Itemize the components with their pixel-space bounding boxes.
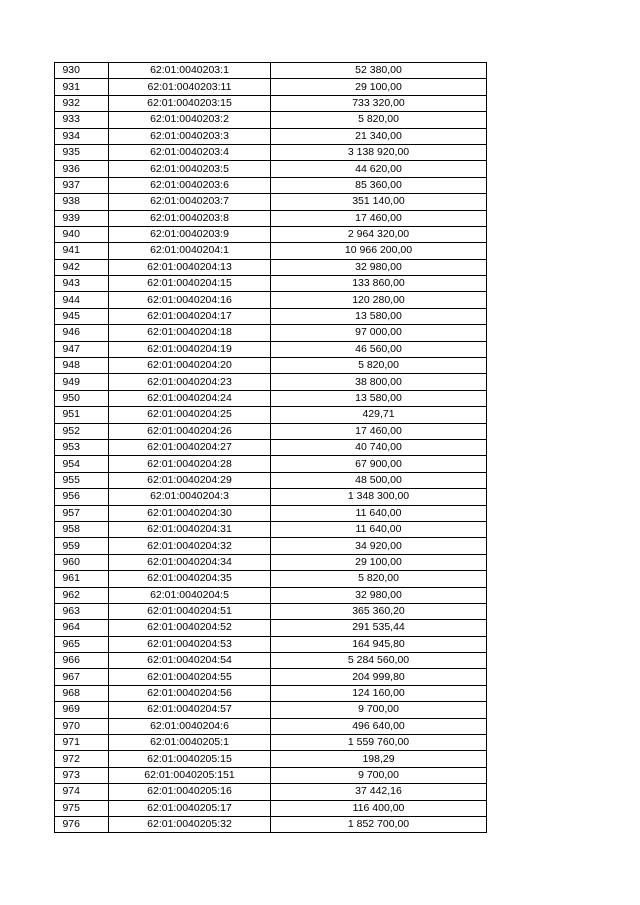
cadastral-value-cell: 429,71 xyxy=(271,407,487,423)
cadastral-value-cell: 17 460,00 xyxy=(271,210,487,226)
cadastral-value-cell: 9 700,00 xyxy=(271,767,487,783)
cadastral-number-cell: 62:01:0040204:30 xyxy=(109,505,271,521)
cadastral-number-cell: 62:01:0040204:24 xyxy=(109,390,271,406)
table-row xyxy=(55,259,487,275)
cadastral-value-cell: 11 640,00 xyxy=(271,521,487,537)
cadastral-value-cell: 5 820,00 xyxy=(271,358,487,374)
row-number-cell: 959 xyxy=(55,538,109,554)
cadastral-value-cell: 21 340,00 xyxy=(271,128,487,144)
row-number-cell: 961 xyxy=(55,571,109,587)
cadastral-value-cell: 67 900,00 xyxy=(271,456,487,472)
cadastral-number-cell: 62:01:0040204:20 xyxy=(109,358,271,374)
table-row xyxy=(55,603,487,619)
row-number-cell: 967 xyxy=(55,669,109,685)
table-row xyxy=(55,210,487,226)
cadastral-value-cell: 5 820,00 xyxy=(271,571,487,587)
cadastral-value-cell: 2 964 320,00 xyxy=(271,226,487,242)
row-number-cell: 963 xyxy=(55,603,109,619)
cadastral-value-cell: 97 000,00 xyxy=(271,325,487,341)
table-row xyxy=(55,538,487,554)
row-number-cell: 969 xyxy=(55,702,109,718)
cadastral-value-cell: 5 284 560,00 xyxy=(271,653,487,669)
cadastral-value-cell: 198,29 xyxy=(271,751,487,767)
cadastral-value-cell: 291 535,44 xyxy=(271,620,487,636)
table-row xyxy=(55,489,487,505)
cadastral-number-cell: 62:01:0040204:53 xyxy=(109,636,271,652)
row-number-cell: 933 xyxy=(55,112,109,128)
cadastral-number-cell: 62:01:0040203:11 xyxy=(109,79,271,95)
cadastral-number-cell: 62:01:0040204:56 xyxy=(109,685,271,701)
cadastral-number-cell: 62:01:0040204:34 xyxy=(109,554,271,570)
row-number-cell: 950 xyxy=(55,390,109,406)
table-row xyxy=(55,407,487,423)
row-number-cell: 943 xyxy=(55,276,109,292)
table-row xyxy=(55,358,487,374)
table-row xyxy=(55,226,487,242)
table-row xyxy=(55,177,487,193)
table-row xyxy=(55,472,487,488)
cadastral-number-cell: 62:01:0040203:2 xyxy=(109,112,271,128)
row-number-cell: 940 xyxy=(55,226,109,242)
cadastral-number-cell: 62:01:0040204:26 xyxy=(109,423,271,439)
table-row xyxy=(55,571,487,587)
row-number-cell: 973 xyxy=(55,767,109,783)
table-row xyxy=(55,767,487,783)
cadastral-number-cell: 62:01:0040204:5 xyxy=(109,587,271,603)
cadastral-value-cell: 29 100,00 xyxy=(271,554,487,570)
row-number-cell: 948 xyxy=(55,358,109,374)
cadastral-value-cell: 365 360,20 xyxy=(271,603,487,619)
row-number-cell: 938 xyxy=(55,194,109,210)
table-body xyxy=(55,63,487,833)
row-number-cell: 932 xyxy=(55,95,109,111)
row-number-cell: 944 xyxy=(55,292,109,308)
table-row xyxy=(55,620,487,636)
cadastral-value-cell: 32 980,00 xyxy=(271,259,487,275)
cadastral-value-cell: 120 280,00 xyxy=(271,292,487,308)
table-row xyxy=(55,505,487,521)
row-number-cell: 934 xyxy=(55,128,109,144)
row-number-cell: 931 xyxy=(55,79,109,95)
table-row xyxy=(55,292,487,308)
cadastral-number-cell: 62:01:0040203:5 xyxy=(109,161,271,177)
row-number-cell: 964 xyxy=(55,620,109,636)
cadastral-value-cell: 496 640,00 xyxy=(271,718,487,734)
table-row xyxy=(55,128,487,144)
cadastral-number-cell: 62:01:0040204:54 xyxy=(109,653,271,669)
cadastral-number-cell: 62:01:0040204:31 xyxy=(109,521,271,537)
row-number-cell: 975 xyxy=(55,800,109,816)
row-number-cell: 942 xyxy=(55,259,109,275)
cadastral-value-cell: 17 460,00 xyxy=(271,423,487,439)
table-row xyxy=(55,308,487,324)
table-row xyxy=(55,521,487,537)
row-number-cell: 954 xyxy=(55,456,109,472)
cadastral-number-cell: 62:01:0040205:15 xyxy=(109,751,271,767)
cadastral-value-cell: 124 160,00 xyxy=(271,685,487,701)
cadastral-number-cell: 62:01:0040204:3 xyxy=(109,489,271,505)
cadastral-number-cell: 62:01:0040204:25 xyxy=(109,407,271,423)
document-sheet xyxy=(54,62,486,833)
table-row xyxy=(55,800,487,816)
table-row xyxy=(55,587,487,603)
cadastral-number-cell: 62:01:0040204:35 xyxy=(109,571,271,587)
table-row xyxy=(55,784,487,800)
table-row xyxy=(55,669,487,685)
table-row xyxy=(55,79,487,95)
cadastral-value-cell: 40 740,00 xyxy=(271,439,487,455)
cadastral-number-cell: 62:01:0040203:8 xyxy=(109,210,271,226)
cadastral-value-cell: 3 138 920,00 xyxy=(271,144,487,160)
cadastral-number-cell: 62:01:0040203:3 xyxy=(109,128,271,144)
cadastral-value-cell: 10 966 200,00 xyxy=(271,243,487,259)
cadastral-number-cell: 62:01:0040204:16 xyxy=(109,292,271,308)
row-number-cell: 937 xyxy=(55,177,109,193)
cadastral-value-cell: 52 380,00 xyxy=(271,63,487,79)
cadastral-number-cell: 62:01:0040204:23 xyxy=(109,374,271,390)
table-row xyxy=(55,685,487,701)
table-row xyxy=(55,194,487,210)
cadastral-number-cell: 62:01:0040204:51 xyxy=(109,603,271,619)
cadastral-value-cell: 13 580,00 xyxy=(271,390,487,406)
cadastral-value-cell: 1 348 300,00 xyxy=(271,489,487,505)
cadastral-value-cell: 351 140,00 xyxy=(271,194,487,210)
cadastral-value-cell: 164 945,80 xyxy=(271,636,487,652)
cadastral-value-cell: 38 800,00 xyxy=(271,374,487,390)
cadastral-number-cell: 62:01:0040205:16 xyxy=(109,784,271,800)
cadastral-value-cell: 44 620,00 xyxy=(271,161,487,177)
cadastral-value-cell: 1 559 760,00 xyxy=(271,735,487,751)
table-row xyxy=(55,456,487,472)
cadastral-number-cell: 62:01:0040203:15 xyxy=(109,95,271,111)
cadastral-number-cell: 62:01:0040205:151 xyxy=(109,767,271,783)
cadastral-value-cell: 733 320,00 xyxy=(271,95,487,111)
row-number-cell: 955 xyxy=(55,472,109,488)
cadastral-value-cell: 34 920,00 xyxy=(271,538,487,554)
cadastral-value-cell: 204 999,80 xyxy=(271,669,487,685)
cadastral-number-cell: 62:01:0040204:57 xyxy=(109,702,271,718)
table-row xyxy=(55,341,487,357)
cadastral-number-cell: 62:01:0040204:55 xyxy=(109,669,271,685)
cadastral-value-cell: 11 640,00 xyxy=(271,505,487,521)
cadastral-value-cell: 37 442,16 xyxy=(271,784,487,800)
table-row xyxy=(55,718,487,734)
cadastral-number-cell: 62:01:0040204:13 xyxy=(109,259,271,275)
cadastral-number-cell: 62:01:0040204:19 xyxy=(109,341,271,357)
cadastral-number-cell: 62:01:0040204:32 xyxy=(109,538,271,554)
table-row xyxy=(55,390,487,406)
table-row xyxy=(55,144,487,160)
row-number-cell: 976 xyxy=(55,816,109,832)
cadastral-number-cell: 62:01:0040204:6 xyxy=(109,718,271,734)
row-number-cell: 960 xyxy=(55,554,109,570)
row-number-cell: 970 xyxy=(55,718,109,734)
cadastral-number-cell: 62:01:0040203:7 xyxy=(109,194,271,210)
table-row xyxy=(55,95,487,111)
row-number-cell: 936 xyxy=(55,161,109,177)
table-row xyxy=(55,439,487,455)
table-row xyxy=(55,636,487,652)
cadastral-value-cell: 9 700,00 xyxy=(271,702,487,718)
row-number-cell: 956 xyxy=(55,489,109,505)
row-number-cell: 957 xyxy=(55,505,109,521)
cadastral-number-cell: 62:01:0040203:6 xyxy=(109,177,271,193)
table-row xyxy=(55,702,487,718)
row-number-cell: 962 xyxy=(55,587,109,603)
row-number-cell: 939 xyxy=(55,210,109,226)
table-row xyxy=(55,276,487,292)
row-number-cell: 965 xyxy=(55,636,109,652)
cadastral-number-cell: 62:01:0040203:9 xyxy=(109,226,271,242)
row-number-cell: 941 xyxy=(55,243,109,259)
row-number-cell: 974 xyxy=(55,784,109,800)
cadastral-value-cell: 29 100,00 xyxy=(271,79,487,95)
cadastral-value-cell: 13 580,00 xyxy=(271,308,487,324)
row-number-cell: 952 xyxy=(55,423,109,439)
cadastral-value-table xyxy=(54,62,487,833)
table-row xyxy=(55,112,487,128)
row-number-cell: 947 xyxy=(55,341,109,357)
row-number-cell: 949 xyxy=(55,374,109,390)
row-number-cell: 945 xyxy=(55,308,109,324)
row-number-cell: 953 xyxy=(55,439,109,455)
cadastral-value-cell: 48 500,00 xyxy=(271,472,487,488)
row-number-cell: 971 xyxy=(55,735,109,751)
cadastral-number-cell: 62:01:0040204:52 xyxy=(109,620,271,636)
cadastral-number-cell: 62:01:0040205:32 xyxy=(109,816,271,832)
row-number-cell: 946 xyxy=(55,325,109,341)
cadastral-value-cell: 5 820,00 xyxy=(271,112,487,128)
cadastral-number-cell: 62:01:0040204:17 xyxy=(109,308,271,324)
cadastral-value-cell: 133 860,00 xyxy=(271,276,487,292)
row-number-cell: 930 xyxy=(55,63,109,79)
table-row xyxy=(55,161,487,177)
cadastral-number-cell: 62:01:0040204:27 xyxy=(109,439,271,455)
table-row xyxy=(55,325,487,341)
table-row xyxy=(55,816,487,832)
row-number-cell: 966 xyxy=(55,653,109,669)
cadastral-value-cell: 1 852 700,00 xyxy=(271,816,487,832)
row-number-cell: 972 xyxy=(55,751,109,767)
table-row xyxy=(55,653,487,669)
cadastral-number-cell: 62:01:0040205:17 xyxy=(109,800,271,816)
cadastral-number-cell: 62:01:0040204:29 xyxy=(109,472,271,488)
cadastral-value-cell: 46 560,00 xyxy=(271,341,487,357)
row-number-cell: 958 xyxy=(55,521,109,537)
cadastral-value-cell: 32 980,00 xyxy=(271,587,487,603)
table-row xyxy=(55,423,487,439)
cadastral-number-cell: 62:01:0040204:28 xyxy=(109,456,271,472)
table-row xyxy=(55,554,487,570)
table-row xyxy=(55,735,487,751)
row-number-cell: 968 xyxy=(55,685,109,701)
table-row xyxy=(55,751,487,767)
table-row xyxy=(55,374,487,390)
table-row xyxy=(55,243,487,259)
cadastral-value-cell: 116 400,00 xyxy=(271,800,487,816)
table-row xyxy=(55,63,487,79)
cadastral-number-cell: 62:01:0040204:15 xyxy=(109,276,271,292)
cadastral-number-cell: 62:01:0040203:1 xyxy=(109,63,271,79)
cadastral-value-cell: 85 360,00 xyxy=(271,177,487,193)
row-number-cell: 951 xyxy=(55,407,109,423)
row-number-cell: 935 xyxy=(55,144,109,160)
cadastral-number-cell: 62:01:0040205:1 xyxy=(109,735,271,751)
cadastral-number-cell: 62:01:0040204:1 xyxy=(109,243,271,259)
cadastral-number-cell: 62:01:0040204:18 xyxy=(109,325,271,341)
cadastral-number-cell: 62:01:0040203:4 xyxy=(109,144,271,160)
